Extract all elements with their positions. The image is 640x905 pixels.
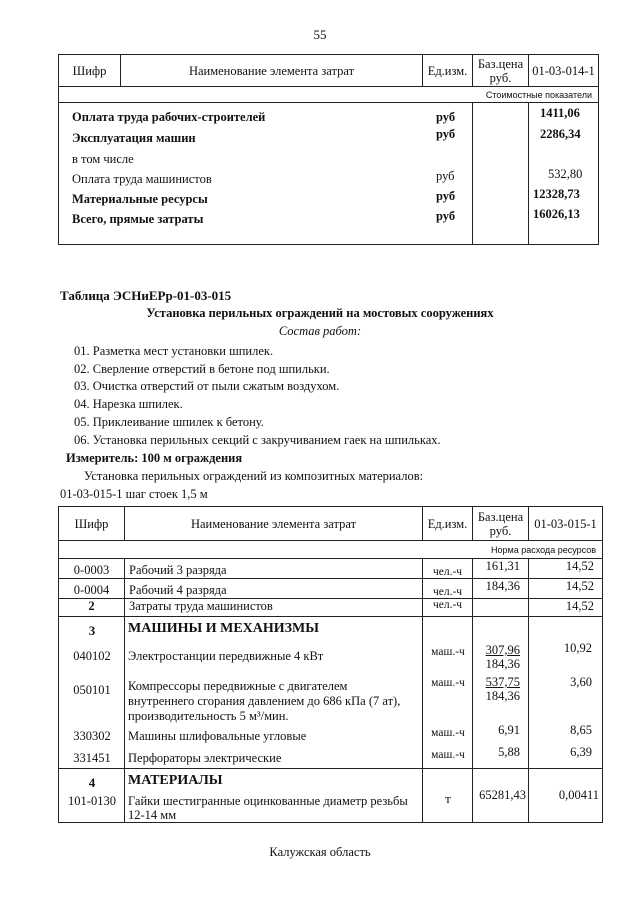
row-price-alt: 184,36 <box>485 657 520 671</box>
machines-codes <box>59 617 125 769</box>
row-value: 8,65 <box>570 723 592 737</box>
row-unit: руб <box>436 189 456 203</box>
row-code: 101-0130 <box>68 794 116 808</box>
row-name: Затраты труда машинистов <box>125 599 423 617</box>
page-number: 55 <box>313 27 327 42</box>
row-name: Всего, прямые затраты <box>72 212 204 226</box>
row-code: 2 <box>59 599 125 617</box>
section-code: 3 <box>88 623 96 638</box>
section-name: МАШИНЫ И МЕХАНИЗМЫ <box>128 621 320 636</box>
row-name-line: Компрессоры передвижные с двигателем <box>128 679 348 693</box>
machines-values <box>529 617 603 769</box>
header-unit: Ед.изм. <box>423 507 473 541</box>
row-price: 161,31 <box>473 559 529 579</box>
row-value: 6,39 <box>570 745 592 759</box>
row-name-line: 12-14 мм <box>128 808 177 822</box>
header-code: Шифр <box>59 507 125 541</box>
row-unit: чел.-ч <box>423 579 473 599</box>
row-name: Эксплуатация машин <box>72 131 196 145</box>
section-heading: Установка перильных ограждений на мостовых сооружениях <box>146 306 494 320</box>
description: Установка перильных ограждений из композитных материалов: <box>84 469 424 483</box>
row-value: 3,60 <box>570 675 592 689</box>
row-value: 10,92 <box>563 641 592 655</box>
header-price: Баз.цена руб. <box>473 507 529 541</box>
materials-units <box>423 769 473 823</box>
section-name: МАТЕРИАЛЫ <box>128 773 223 788</box>
row-price-alt: 184,36 <box>485 689 520 703</box>
row-name-line: производительность 5 м³/мин. <box>128 709 289 723</box>
row-value: 0,00411 <box>558 788 599 802</box>
row-unit: маш.-ч <box>431 677 465 689</box>
measure: Измеритель: 100 м ограждения <box>66 451 243 465</box>
work-item: 06. Установка перильных секций с закручиванием гаек на шпильках. <box>74 433 441 447</box>
row-name: Материальные ресурсы <box>72 192 208 206</box>
table-title: Таблица ЭСНиЕРр-01-03-015 <box>60 288 232 303</box>
row-price: 184,36 <box>473 579 529 599</box>
row-unit: т <box>445 792 451 806</box>
row-code: 0-0003 <box>59 559 125 579</box>
row-code: 040102 <box>73 649 111 663</box>
row-unit: руб <box>436 110 456 124</box>
row-code: 050101 <box>73 683 111 697</box>
row-price <box>473 599 529 617</box>
header-unit: Ед.изм. <box>423 55 473 87</box>
row-unit: маш.-ч <box>431 727 465 739</box>
row-name: Перфораторы электрические <box>128 751 282 765</box>
row-unit: руб <box>436 209 456 223</box>
header-name: Наименование элемента затрат <box>125 507 423 541</box>
row-value: 16026,13 <box>533 207 580 221</box>
machines-names <box>125 617 423 769</box>
row-unit: чел.-ч <box>423 599 473 617</box>
row-value: 14,52 <box>529 599 603 617</box>
subheader: Стоимостные показатели <box>59 87 599 103</box>
row-value: 532,80 <box>548 167 583 181</box>
row-name: Оплата труда рабочих-строителей <box>72 110 266 124</box>
materials-prices <box>473 769 529 823</box>
work-item: 04. Нарезка шпилек. <box>74 397 183 411</box>
work-item: 03. Очистка отверстий от пыли сжатым воздухом. <box>74 379 340 393</box>
materials-values <box>529 769 603 823</box>
row-name: Машины шлифовальные угловые <box>128 729 307 743</box>
subheader: Норма расхода ресурсов <box>125 541 603 559</box>
section-code: 4 <box>88 775 96 790</box>
row-unit: руб <box>436 169 455 183</box>
resource-table <box>58 506 603 823</box>
work-item: 05. Приклеивание шпилек к бетону. <box>74 415 264 429</box>
row-value: 12328,73 <box>533 187 580 201</box>
header-price: Баз.цена руб. <box>473 55 529 87</box>
row-unit: руб <box>436 127 456 141</box>
materials-codes <box>59 769 125 823</box>
header-id: 01-03-014-1 <box>529 55 599 87</box>
row-value: 2286,34 <box>540 127 581 141</box>
row-name: в том числе <box>72 152 134 166</box>
row-code: 330302 <box>73 729 111 743</box>
row-unit: маш.-ч <box>431 646 465 658</box>
machines-prices <box>473 617 529 769</box>
variant: 01-03-015-1 шаг стоек 1,5 м <box>60 487 208 501</box>
row-price: 537,75 <box>485 675 520 689</box>
header-id: 01-03-015-1 <box>529 507 603 541</box>
row-name: Рабочий 4 разряда <box>125 579 423 599</box>
header-name: Наименование элемента затрат <box>121 55 423 87</box>
row-unit: маш.-ч <box>431 749 465 761</box>
row-name: Оплата труда машинистов <box>72 172 212 186</box>
row-name: Рабочий 3 разряда <box>125 559 423 579</box>
work-item: 01. Разметка мест установки шпилек. <box>74 344 274 358</box>
row-code: 331451 <box>73 751 111 765</box>
row-value: 1411,06 <box>540 106 580 120</box>
header-code: Шифр <box>59 55 121 87</box>
row-price: 307,96 <box>485 643 520 657</box>
row-price: 6,91 <box>498 723 520 737</box>
row-name-line: внутреннего сгорания давлением до 686 кПа (7 ат), <box>128 694 401 708</box>
machines-units <box>423 617 473 769</box>
row-price: 65281,43 <box>479 788 526 802</box>
row-value: 14,52 <box>529 559 603 579</box>
footer-region: Калужская область <box>269 845 371 859</box>
row-name: Электростанции передвижные 4 кВт <box>128 649 324 663</box>
materials-names <box>125 769 423 823</box>
row-name-line: Гайки шестигранные оцинкованные диаметр резьбы <box>128 794 408 808</box>
work-item: 02. Сверление отверстий в бетоне под шпильки. <box>74 362 330 376</box>
works-title: Состав работ: <box>278 324 362 338</box>
row-price: 5,88 <box>498 745 520 759</box>
row-value: 14,52 <box>529 579 603 599</box>
row-code: 0-0004 <box>59 579 125 599</box>
row-unit: чел.-ч <box>423 559 473 579</box>
